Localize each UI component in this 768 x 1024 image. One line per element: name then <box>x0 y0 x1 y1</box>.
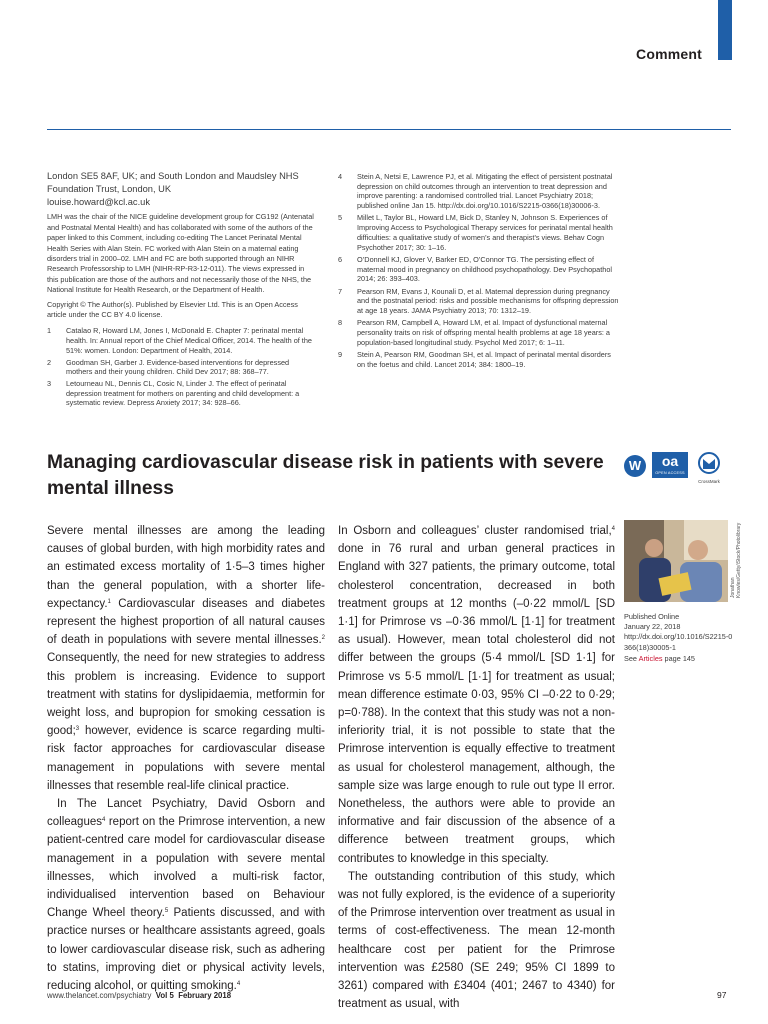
citation-marker[interactable]: 4 <box>236 981 241 988</box>
reference-item <box>47 326 317 355</box>
body-paragraph <box>47 795 325 995</box>
section-color-tab <box>718 0 732 60</box>
competing-interests: LMH was the chair of the NICE guideline development group for CG192 (Antenatal and Postnatal Mental Health) and has collaborated with some of the authors of the paper linked to this Comment, including co-editing The Lancet Perinatal Mental Health Series with Alan Stein. FC worked with Alan Stein on a maternal eating disorders trial in 2000–02. LMH and FC are both supported through an NIHR Research Professorship to LMH (NIHR-RP-R3-12-011). The views expressed in this publication are those of the authors and not necessarily those of the NHS, the National Institute for Health Research, or the Department of Health. <box>47 212 314 295</box>
reference-text: Goodman SH, Garber J. Evidence-based interventions for depressed mothers and their young children. Child Dev 2017; 88: 368–77. <box>66 357 290 377</box>
reference-number: 6 <box>338 254 343 264</box>
article-badges <box>624 452 732 482</box>
reference-number: 9 <box>338 349 343 359</box>
publication-info <box>624 612 734 664</box>
body-text: Patients discussed, and with practice nurses or healthcare assistants agreed, goals to lower cardiovascular disease risk, such as adhering to statins, improving diet or physical activity levels, reducing alcohol, or quitting smoking. <box>47 907 326 993</box>
volume: Vol 5 <box>155 991 174 1000</box>
body-text: In Osborn and colleagues’ cluster randomised trial, <box>338 525 612 537</box>
reference-item <box>338 213 620 252</box>
reference-text: Pearson RM, Campbell A, Howard LM, et al. Impact of dysfunctional maternal personality traits on risk of offspring mental health problems at age 18 years: a population-based longitudinal study. Psychol Med 2017; 6: 1–11. <box>357 318 610 347</box>
reference-text: Pearson RM, Evans J, Kounali D, et al. Maternal depression during pregnancy and the postnatal period: risks and possible mechanisms for offspring depression at age 18 years. JAMA Psychiatry 2013; 70: 1312–19. <box>357 286 619 315</box>
w-badge-icon: W <box>624 455 646 477</box>
author-email[interactable]: louise.howard@kcl.ac.uk <box>47 196 150 207</box>
body-text: done in 76 rural and urban general practices in England with 327 patients, the primary outcome, total cholesterol concentration, decreased in both treatment groups at 12 months (–0·22 mmol/L [SD 1·1] for Primrose vs –0·36 mmol/L [1·1] for treatment as usual). However, mean total cholesterol did not differ between the groups (5·4 mmol/L [SD 1·1] for Primrose vs 5·5 mmol/L [1·1] for treatment as usual; mean difference estimate 0·03, 95% CI –0·22 to 0·29; p=0·788). In the context that this study was not a non-inferiority trial, it is not possible to state that the Primrose intervention is equally effective to treatment as usual for cholesterol management, although, the sample size was large enough to rule out type II error. Nonetheless, the authors were able to provide an informative and fair discussion of the absence of a difference between treatment groups, which contributes to knowledge in this specialty. <box>338 543 615 865</box>
reference-item <box>47 358 317 377</box>
reference-number: 4 <box>338 172 343 181</box>
article-column-1 <box>47 522 325 995</box>
reference-item <box>338 172 620 211</box>
reference-text: Millet L, Taylor BL, Howard LM, Bick D, Stanley N, Johnson S. Experiences of Improving Access to Psychological Therapy services for perinatal mental health difficulties: a qualitative study of women’s and therapist’s views. Behav Cogn Psychother 2017; 30: 1–16. <box>357 213 613 252</box>
reference-number: 3 <box>47 378 52 388</box>
citation-marker[interactable]: 5 <box>164 908 169 915</box>
header-rule <box>47 129 731 130</box>
published-date: January 22, 2018 <box>624 622 681 632</box>
reference-item <box>338 318 620 347</box>
article-photo <box>624 520 728 602</box>
reference-number: 7 <box>338 286 343 296</box>
body-text: In The Lancet Psychiatry, David Osborn and colleagues <box>47 798 325 829</box>
author-affiliation: London SE5 8AF, UK; and South London and Maudsley NHS Foundation Trust, London, UK louise.howard@kcl.ac.uk <box>47 170 317 208</box>
published-online-label: Published Online <box>624 612 680 621</box>
reference-text: Letourneau NL, Dennis CL, Cosic N, Linder J. The effect of perinatal depression treatment for mothers on parenting and child development: a systematic review. Depress Anxiety 2017; 34: 928–66. <box>66 378 300 408</box>
reference-text: Stein A, Netsi E, Lawrence PJ, et al. Mitigating the effect of persistent postnatal depression on child outcomes through an intervention to treat depression and improve parenting: a randomised controlled trial. Lancet Psychiatry 2018; published online Jan 15. http://dx.doi.org/10.1016/S2215-0366(18)30006-3. <box>357 172 613 211</box>
footer-citation <box>47 991 231 1000</box>
body-text: however, evidence is scarce regarding multi-risk factor approaches for cardiovascular disease management in populations with severe mental illnesses that resemble real-life clinical practice. <box>47 725 325 792</box>
articles-link[interactable]: Articles <box>638 653 663 663</box>
body-paragraph <box>338 868 615 1014</box>
body-paragraph <box>338 522 615 868</box>
reference-item <box>338 287 620 316</box>
body-paragraph <box>47 522 325 795</box>
section-label: Comment <box>636 46 702 62</box>
citation-marker[interactable]: 2 <box>321 635 325 642</box>
citation-marker[interactable]: 3 <box>75 726 80 733</box>
body-text: The outstanding contribution of this study, which was not fully explored, is the evidence of a superiority of the Primrose intervention over treatment as usual in terms of cost-effectiveness. The mean 12-month healthcare cost per patient for the Primrose intervention was £2580 (SE 249; 95% CI 1899 to 3261) compared with £3404 (401; 2467 to 4340) for treatment as usual, with <box>338 870 615 1011</box>
reference-text: Catalao R, Howard LM, Jones I, McDonald E. Chapter 7: perinatal mental health. In: Annual report of the Chief Medical Officer, 2014. The health of the 51%: women. London: Department of Health, 2014. <box>66 326 312 355</box>
article-title: Managing cardiovascular disease risk in patients with severe mental illness <box>47 452 604 499</box>
reference-list-right <box>338 172 620 372</box>
reference-item <box>338 255 620 284</box>
reference-number: 8 <box>338 318 343 328</box>
citation-marker[interactable]: 4 <box>101 817 106 824</box>
see-articles: See Articles page 145 <box>624 653 695 663</box>
previous-article-tail <box>47 170 317 410</box>
reference-number: 5 <box>338 213 343 223</box>
journal-url[interactable]: www.thelancet.com/psychiatry <box>47 991 152 1000</box>
reference-number: 2 <box>47 357 52 367</box>
page-number: 97 <box>717 990 727 1000</box>
photo-credit: Jonathan Knowles/Getty/iStock/Photolibrary <box>730 522 742 598</box>
open-access-icon: oa OPEN ACCESS <box>652 452 688 478</box>
citation-marker[interactable]: 4 <box>611 526 615 532</box>
reference-item <box>47 379 317 408</box>
body-text: Cardiovascular diseases and diabetes represent the highest proportion of all natural causes of death in populations with severe mental illnesses. <box>47 597 325 647</box>
article-column-2 <box>338 522 615 1013</box>
body-text: report on the Primrose intervention, a new patient-centred care model for cardiovascular disease management in a population with severe mental illnesses, which involved a multi-risk factor, individualised intervention based on Behaviour Change Wheel theory. <box>47 816 325 920</box>
reference-list-left <box>47 326 317 408</box>
reference-item <box>338 350 620 369</box>
reference-text: O’Donnell KJ, Glover V, Barker ED, O’Connor TG. The persisting effect of maternal mood in pregnancy on childhood psychopathology. Dev Psychopathol 2014; 26: 393–403. <box>357 254 613 284</box>
crossmark-icon[interactable]: CrossMark <box>696 452 722 482</box>
doi-link[interactable]: http://dx.doi.org/10.1016/S2215-0366(18)30005-1 <box>624 632 733 652</box>
body-text: Consequently, the need for new strategies to address this problem is increasing. Evidence to support treatment with statins for dyslipidaemia, metformin for weight loss, and bupropion for smoking cessation is good; <box>47 652 325 738</box>
copyright-notice: Copyright © The Author(s). Published by Elsevier Ltd. This is an Open Access article under the CC BY 4.0 license. <box>47 299 298 320</box>
reference-text: Stein A, Pearson RM, Goodman SH, et al. Impact of perinatal mental disorders on the foetus and child. Lancet 2014; 384: 1800–19. <box>357 349 611 369</box>
reference-number: 1 <box>47 326 52 336</box>
issue-date: February 2018 <box>178 991 232 1000</box>
citation-marker[interactable]: 1 <box>107 598 111 605</box>
body-text: Severe mental illnesses are among the leading causes of global burden, with high morbidity rates and an estimated excess mortality of 1·5–3 times higher than the general population, with a shorter life-expectancy. <box>47 525 325 610</box>
